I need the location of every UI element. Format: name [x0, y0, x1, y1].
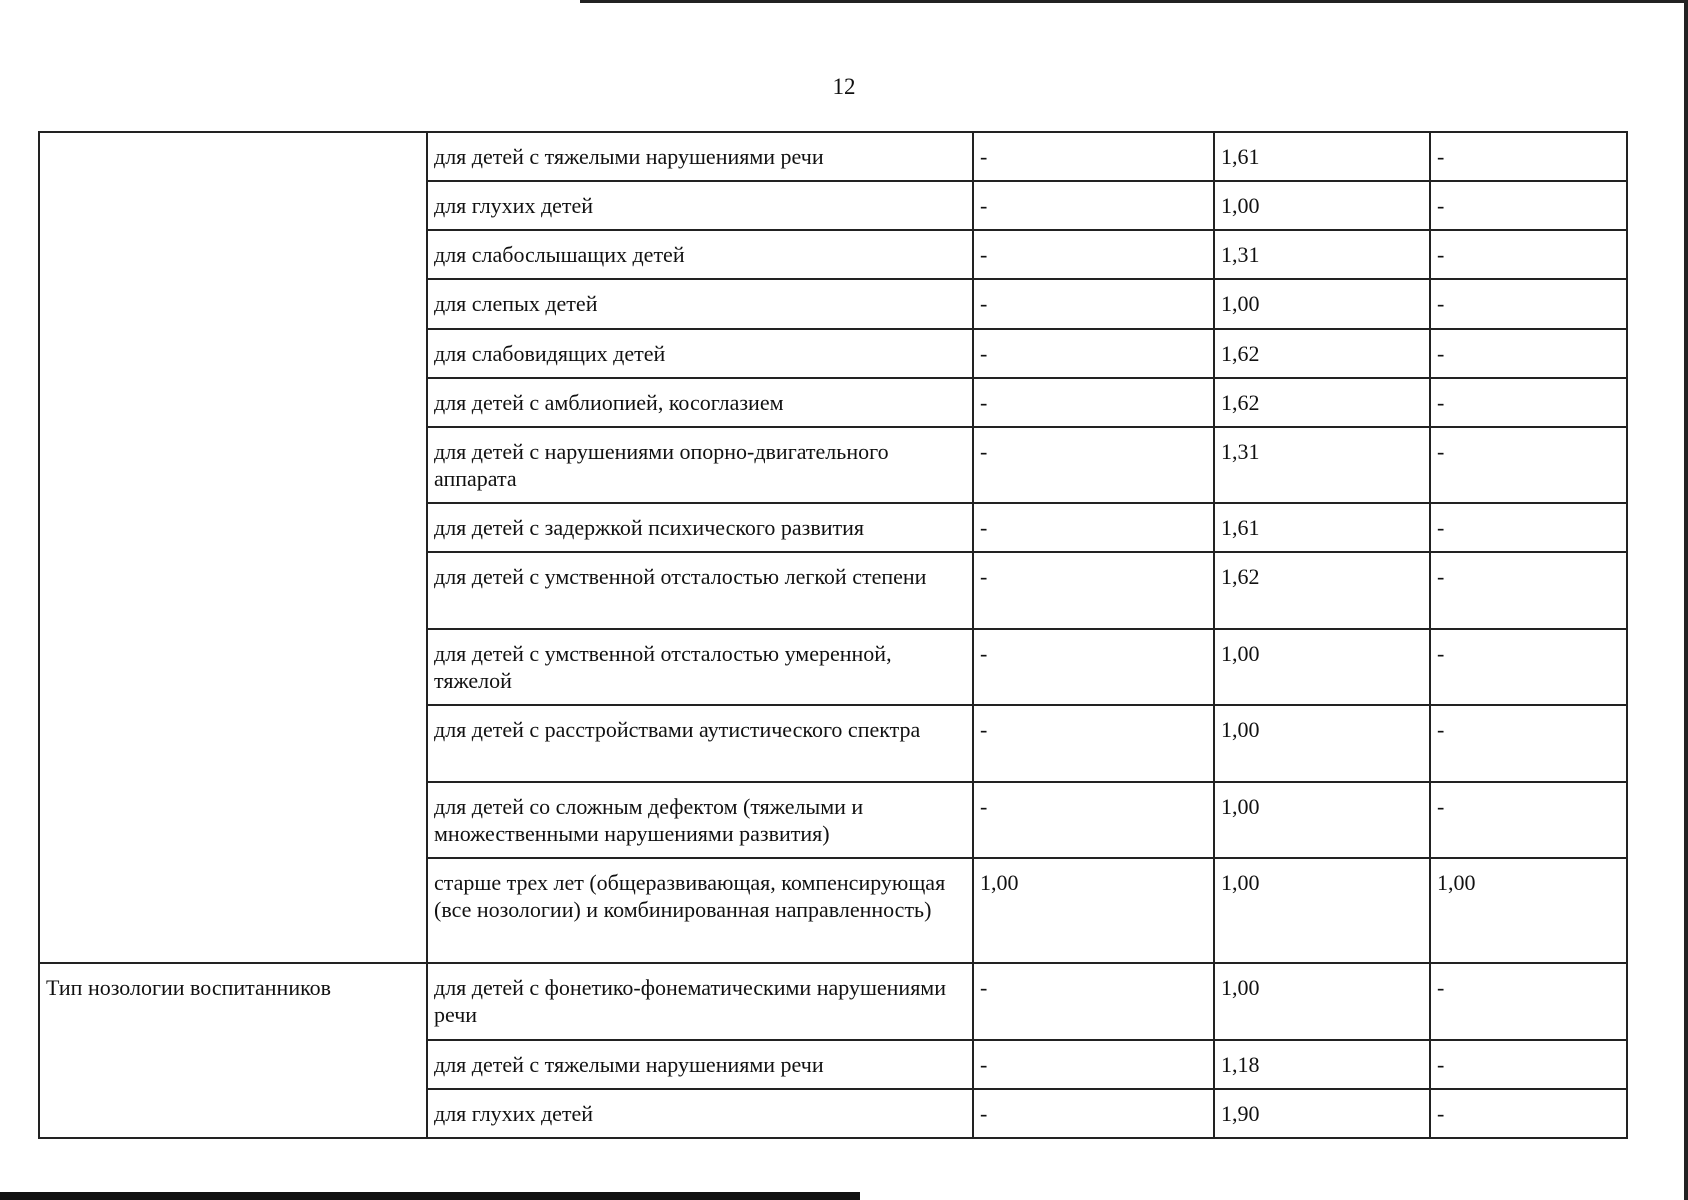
value-cell-col-3: - — [1430, 629, 1627, 705]
value-cell-col-1: - — [973, 427, 1214, 503]
value-cell-col-1: - — [973, 1089, 1214, 1138]
category-cell: для детей со сложным дефектом (тяжелыми и множественными нарушениями развития) — [427, 782, 973, 858]
value-cell-col-1: - — [973, 629, 1214, 705]
value-cell-col-1: - — [973, 329, 1214, 378]
value-cell-col-2: 1,31 — [1214, 230, 1430, 279]
value-cell-col-2: 1,61 — [1214, 132, 1430, 181]
category-cell: для детей с умственной отсталостью легкой степени — [427, 552, 973, 629]
value-cell-col-3: - — [1430, 1089, 1627, 1138]
value-cell-col-2: 1,00 — [1214, 181, 1430, 230]
category-cell: для детей с задержкой психического развития — [427, 503, 973, 552]
scan-right-edge — [1684, 0, 1688, 1200]
category-cell: для глухих детей — [427, 1089, 973, 1138]
category-cell: для детей с фонетико-фонематическими нарушениями речи — [427, 963, 973, 1040]
value-cell-col-2: 1,00 — [1214, 963, 1430, 1040]
scan-top-rule — [580, 0, 1688, 3]
value-cell-col-3: - — [1430, 503, 1627, 552]
value-cell-col-1: 1,00 — [973, 858, 1214, 963]
value-cell-col-2: 1,00 — [1214, 279, 1430, 329]
value-cell-col-1: - — [973, 1040, 1214, 1089]
value-cell-col-3: - — [1430, 181, 1627, 230]
table-row — [39, 963, 1627, 1040]
value-cell-col-1: - — [973, 378, 1214, 427]
value-cell-col-3: - — [1430, 378, 1627, 427]
group-label-cell — [39, 132, 427, 963]
value-cell-col-1: - — [973, 705, 1214, 782]
value-cell-col-2: 1,18 — [1214, 1040, 1430, 1089]
category-cell: для глухих детей — [427, 181, 973, 230]
category-cell: для детей с амблиопией, косоглазием — [427, 378, 973, 427]
value-cell-col-3: - — [1430, 552, 1627, 629]
value-cell-col-2: 1,00 — [1214, 858, 1430, 963]
category-cell: для слепых детей — [427, 279, 973, 329]
value-cell-col-2: 1,62 — [1214, 378, 1430, 427]
value-cell-col-3: 1,00 — [1430, 858, 1627, 963]
value-cell-col-1: - — [973, 132, 1214, 181]
value-cell-col-1: - — [973, 503, 1214, 552]
value-cell-col-1: - — [973, 552, 1214, 629]
value-cell-col-1: - — [973, 230, 1214, 279]
category-cell: для слабослышащих детей — [427, 230, 973, 279]
value-cell-col-3: - — [1430, 963, 1627, 1040]
category-cell: для детей с умственной отсталостью умеренной, тяжелой — [427, 629, 973, 705]
value-cell-col-2: 1,00 — [1214, 705, 1430, 782]
value-cell-col-2: 1,61 — [1214, 503, 1430, 552]
value-cell-col-2: 1,31 — [1214, 427, 1430, 503]
value-cell-col-3: - — [1430, 427, 1627, 503]
category-cell: для детей с тяжелыми нарушениями речи — [427, 1040, 973, 1089]
value-cell-col-3: - — [1430, 782, 1627, 858]
value-cell-col-3: - — [1430, 329, 1627, 378]
table-body — [39, 132, 1627, 1138]
coefficients-table — [38, 131, 1628, 1139]
scan-bottom-rule — [0, 1192, 860, 1200]
category-cell: старше трех лет (общеразвивающая, компенсирующая (все нозологии) и комбинированная направленность) — [427, 858, 973, 963]
value-cell-col-2: 1,62 — [1214, 329, 1430, 378]
value-cell-col-1: - — [973, 279, 1214, 329]
category-cell: для детей с расстройствами аутистического спектра — [427, 705, 973, 782]
value-cell-col-2: 1,00 — [1214, 782, 1430, 858]
value-cell-col-2: 1,00 — [1214, 629, 1430, 705]
table-row — [39, 132, 1627, 181]
value-cell-col-1: - — [973, 963, 1214, 1040]
value-cell-col-2: 1,62 — [1214, 552, 1430, 629]
value-cell-col-3: - — [1430, 279, 1627, 329]
value-cell-col-3: - — [1430, 1040, 1627, 1089]
value-cell-col-3: - — [1430, 132, 1627, 181]
category-cell: для детей с тяжелыми нарушениями речи — [427, 132, 973, 181]
group-label-cell: Тип нозологии воспитанников — [39, 963, 427, 1138]
page-number: 12 — [832, 74, 856, 99]
value-cell-col-1: - — [973, 181, 1214, 230]
value-cell-col-2: 1,90 — [1214, 1089, 1430, 1138]
value-cell-col-1: - — [973, 782, 1214, 858]
category-cell: для детей с нарушениями опорно-двигательного аппарата — [427, 427, 973, 503]
value-cell-col-3: - — [1430, 230, 1627, 279]
value-cell-col-3: - — [1430, 705, 1627, 782]
category-cell: для слабовидящих детей — [427, 329, 973, 378]
